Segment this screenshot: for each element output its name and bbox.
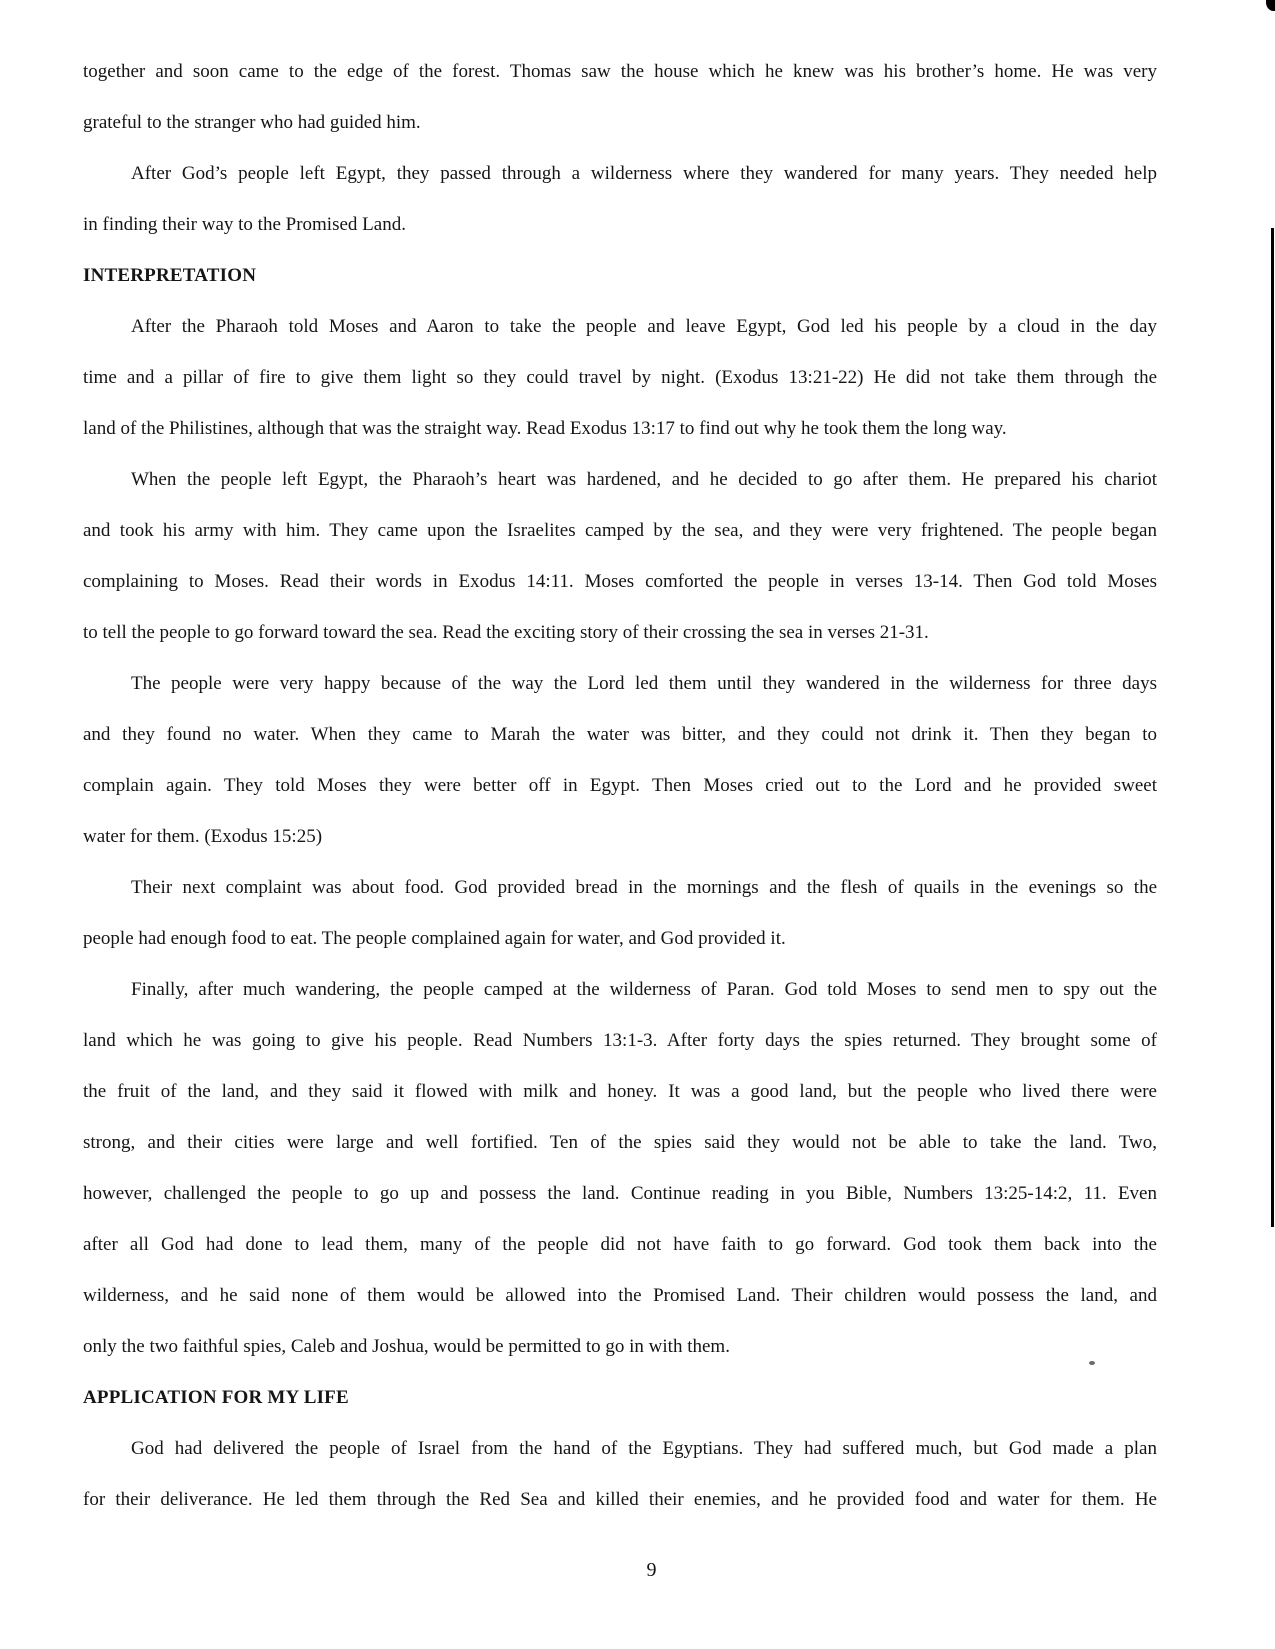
section-heading: APPLICATION FOR MY LIFE [83, 1387, 349, 1408]
paragraph-line: wilderness, and he said none of them would be allowed into the Promised Land. Their children would possess the land, and [83, 1285, 1157, 1306]
paragraph-line: after all God had done to lead them, many of the people did not have faith to go forward. God took them back into the [83, 1234, 1157, 1255]
paragraph-line: Finally, after much wandering, the people camped at the wilderness of Paran. God told Moses to send men to spy out the [131, 979, 1157, 1000]
page-number: 9 [646, 1559, 657, 1581]
paragraph-line: The people were very happy because of the way the Lord led them until they wandered in the wilderness for three days [131, 673, 1157, 694]
paragraph-line: Their next complaint was about food. God provided bread in the mornings and the flesh of quails in the evenings so the [131, 877, 1157, 898]
document-body [83, 46, 1157, 1525]
paragraph-line: however, challenged the people to go up and possess the land. Continue reading in you Bible, Numbers 13:25-14:2, 11. Even [83, 1183, 1157, 1204]
paragraph-line: together and soon came to the edge of the forest. Thomas saw the house which he knew was his brother’s home. He was very [83, 61, 1157, 82]
scan-artifact-right-edge-line [1271, 228, 1274, 1227]
paragraph-line: complain again. They told Moses they were better off in Egypt. Then Moses cried out to the Lord and he provided sweet [83, 775, 1157, 796]
paragraph-line: When the people left Egypt, the Pharaoh’s heart was hardened, and he decided to go after them. He prepared his chariot [131, 469, 1157, 490]
paragraph-line: land which he was going to give his people. Read Numbers 13:1-3. After forty days the spies returned. They brought some of [83, 1030, 1157, 1051]
paragraph-line: and took his army with him. They came upon the Israelites camped by the sea, and they were very frightened. The people began [83, 520, 1157, 541]
paragraph-line: for their deliverance. He led them through the Red Sea and killed their enemies, and he provided food and water for them. He [83, 1489, 1157, 1510]
paragraph-line: to tell the people to go forward toward the sea. Read the exciting story of their crossing the sea in verses 21-31. [83, 622, 929, 643]
paragraph-line: water for them. (Exodus 15:25) [83, 826, 323, 847]
paragraph-line: people had enough food to eat. The people complained again for water, and God provided it. [83, 928, 786, 949]
paragraph-line: in finding their way to the Promised Land. [83, 214, 406, 235]
paragraph-line: only the two faithful spies, Caleb and Joshua, would be permitted to go in with them. [83, 1336, 730, 1357]
scan-artifact-corner-mark [1266, 0, 1275, 11]
scan-artifact-speck [1089, 1361, 1095, 1365]
paragraph-line: the fruit of the land, and they said it flowed with milk and honey. It was a good land, but the people who lived there were [83, 1081, 1157, 1102]
paragraph-line: strong, and their cities were large and well fortified. Ten of the spies said they would not be able to take the land. Two, [83, 1132, 1157, 1153]
paragraph-line: land of the Philistines, although that was the straight way. Read Exodus 13:17 to find out why he took them the long way. [83, 418, 1007, 439]
paragraph-line: complaining to Moses. Read their words in Exodus 14:11. Moses comforted the people in verses 13-14. Then God told Moses [83, 571, 1157, 592]
paragraph-line: God had delivered the people of Israel from the hand of the Egyptians. They had suffered much, but God made a plan [131, 1438, 1157, 1459]
paragraph-line: and they found no water. When they came to Marah the water was bitter, and they could not drink it. Then they began to [83, 724, 1157, 745]
paragraph-line: grateful to the stranger who had guided him. [83, 112, 421, 133]
paragraph-line: After God’s people left Egypt, they passed through a wilderness where they wandered for many years. They needed help [131, 163, 1157, 184]
paragraph-line: After the Pharaoh told Moses and Aaron to take the people and leave Egypt, God led his people by a cloud in the day [131, 316, 1157, 337]
section-heading: INTERPRETATION [83, 265, 257, 286]
paragraph-line: time and a pillar of fire to give them light so they could travel by night. (Exodus 13:21-22) He did not take them through the [83, 367, 1157, 388]
